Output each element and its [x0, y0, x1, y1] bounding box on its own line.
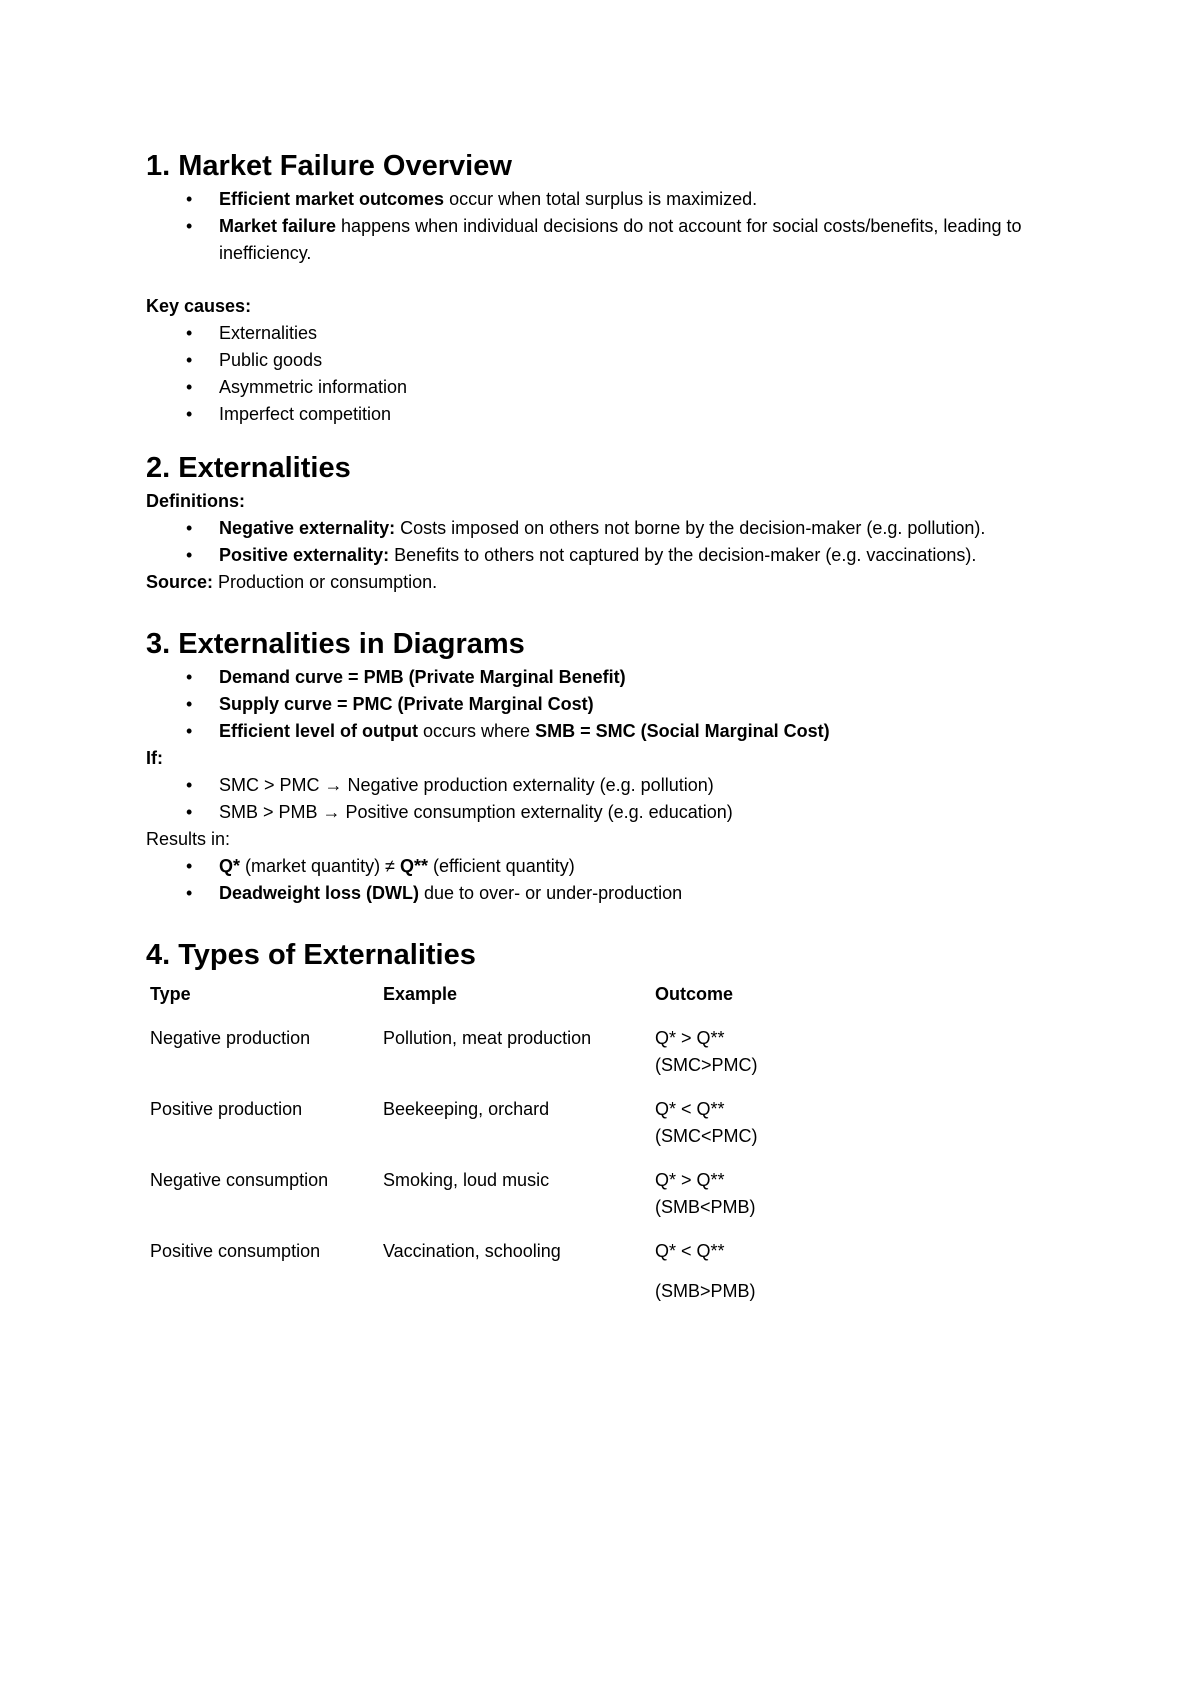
bullet-icon: •: [186, 323, 193, 343]
table-row: [150, 1167, 855, 1238]
term: Efficient market outcomes: [219, 189, 445, 209]
table-cell: Vaccination, schooling: [383, 1241, 561, 1261]
table-header-row: [150, 981, 855, 1025]
bullet-icon: •: [186, 694, 193, 714]
table-cell: [655, 1238, 855, 1322]
list-item: [146, 320, 1066, 347]
table-cell: Beekeeping, orchard: [383, 1099, 550, 1119]
bullet-icon: •: [186, 721, 193, 741]
table-row: [150, 1025, 855, 1096]
term: SMB = SMC (Social Marginal Cost): [535, 721, 830, 741]
table-cell: [655, 1167, 855, 1238]
results-list: [146, 853, 1066, 907]
column-header: Outcome: [655, 984, 734, 1004]
outcome-text: Q* < Q**: [655, 1099, 725, 1119]
list-item: [146, 664, 1066, 691]
section-3-title: 3. Externalities in Diagrams: [146, 628, 525, 660]
column-header: Type: [150, 984, 191, 1004]
outcome-text: (SMB>PMB): [655, 1281, 756, 1301]
table-cell: Positive production: [150, 1099, 303, 1119]
definition: happens when individual decisions do not account for social costs/benefits, leading to inefficiency.: [219, 216, 1022, 263]
diagram-bullets: [146, 664, 1066, 745]
outcome-text: Q* > Q**: [655, 1170, 725, 1190]
bullet-text: Supply curve = PMC (Private Marginal Cost): [219, 694, 594, 714]
key-causes-label: Key causes:: [146, 296, 252, 316]
if-label: If:: [146, 748, 163, 768]
cause-text: Public goods: [219, 350, 323, 370]
section-2-title: 2. Externalities: [146, 452, 351, 484]
document-page: [146, 146, 1066, 1322]
causes-list: [146, 320, 1066, 428]
bullet-icon: •: [186, 883, 193, 903]
table-cell: [655, 1096, 855, 1167]
cause-text: Asymmetric information: [219, 377, 408, 397]
bullet-text: (efficient quantity): [427, 856, 575, 876]
list-item: [146, 880, 1066, 907]
source-label: Source:: [146, 572, 214, 592]
source-line: [146, 569, 1066, 596]
if-list: [146, 772, 1066, 826]
term: Market failure: [219, 216, 337, 236]
term: Q**: [399, 856, 428, 876]
list-item: [146, 542, 1066, 569]
list-item: [146, 401, 1066, 428]
list-item: [146, 515, 1066, 542]
bullet-icon: •: [186, 404, 193, 424]
list-item: [146, 186, 1066, 213]
bullet-icon: •: [186, 667, 193, 687]
outcome-text: Q* < Q**: [655, 1241, 725, 1261]
list-item: [146, 347, 1066, 374]
bullet-text: SMC > PMC → Negative production externality (e.g. pollution): [219, 775, 714, 795]
table-row: [150, 1096, 855, 1167]
results-label: Results in:: [146, 829, 231, 849]
term: Deadweight loss (DWL): [219, 883, 420, 903]
outcome-text: (SMB<PMB): [655, 1197, 756, 1217]
list-item: [146, 691, 1066, 718]
table-cell: Negative production: [150, 1028, 311, 1048]
section-1-title: 1. Market Failure Overview: [146, 150, 512, 182]
list-item: [146, 853, 1066, 880]
table-row: [150, 1238, 855, 1322]
term: Negative externality:: [219, 518, 396, 538]
bullet-text: due to over- or under-production: [419, 883, 683, 903]
table-cell: Positive consumption: [150, 1241, 321, 1261]
cause-text: Externalities: [219, 323, 318, 343]
bullet-text: occurs where: [418, 721, 536, 741]
bullet-text: (market quantity) ≠: [240, 856, 400, 876]
bullet-icon: •: [186, 518, 193, 538]
outcome-text: (SMC<PMC): [655, 1126, 758, 1146]
term: Positive externality:: [219, 545, 390, 565]
table-cell: Smoking, loud music: [383, 1170, 550, 1190]
list-item: [146, 718, 1066, 745]
list-item: [146, 772, 1066, 799]
term: Efficient level of output: [219, 721, 419, 741]
bullet-icon: •: [186, 545, 193, 565]
outcome-text: (SMC>PMC): [655, 1055, 758, 1075]
bullet-icon: •: [186, 216, 193, 236]
table-cell: [655, 1025, 855, 1096]
bullet-icon: •: [186, 856, 193, 876]
list-item: [146, 374, 1066, 401]
column-header: Example: [383, 984, 458, 1004]
definition: Costs imposed on others not borne by the decision-maker (e.g. pollution).: [395, 518, 986, 538]
source-text: Production or consumption.: [213, 572, 438, 592]
definitions-label: Definitions:: [146, 491, 245, 511]
section-1-bullets: [146, 186, 1066, 267]
list-item: [146, 799, 1066, 826]
table-cell: Pollution, meat production: [383, 1028, 592, 1048]
definition: Benefits to others not captured by the decision-maker (e.g. vaccinations).: [389, 545, 977, 565]
cause-text: Imperfect competition: [219, 404, 392, 424]
table-cell: Negative consumption: [150, 1170, 329, 1190]
definition: occur when total surplus is maximized.: [444, 189, 758, 209]
term: Q*: [219, 856, 241, 876]
externalities-table: [150, 981, 855, 1322]
bullet-text: Demand curve = PMB (Private Marginal Benefit): [219, 667, 626, 687]
outcome-text: Q* > Q**: [655, 1028, 725, 1048]
bullet-text: SMB > PMB → Positive consumption externality (e.g. education): [219, 802, 733, 822]
bullet-icon: •: [186, 775, 193, 795]
bullet-icon: •: [186, 802, 193, 822]
bullet-icon: •: [186, 377, 193, 397]
section-4-title: 4. Types of Externalities: [146, 939, 476, 971]
bullet-icon: •: [186, 350, 193, 370]
definitions-list: [146, 515, 1066, 569]
bullet-icon: •: [186, 189, 193, 209]
list-item: [146, 213, 1066, 267]
